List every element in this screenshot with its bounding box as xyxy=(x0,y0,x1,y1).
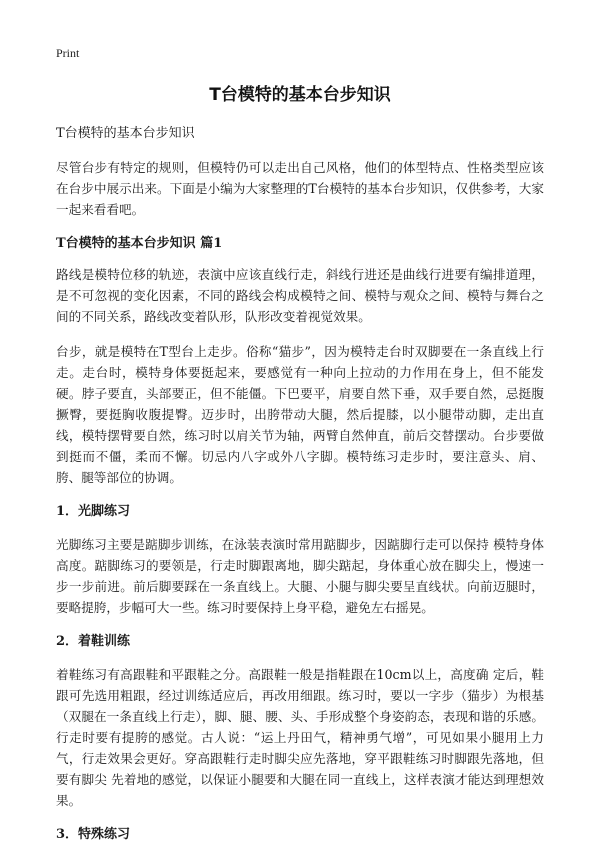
barefoot-paragraph: 光脚练习主要是踮脚步训练，在泳装表演时常用踮脚步，因踮脚行走可以保持 模特身体高度。踮脚练习的要领是，行走时脚跟离地，脚尖踮起，身体重心放在脚尖上，慢速一步一步前进。前后脚要踩在一条直线上。大腿、小腿与脚尖要呈直线状。向前迈腿时，要略提胯，步幅可大一些。练习时要保持上身平稳，避免左右摇晃。 xyxy=(56,537,544,615)
catwalk-paragraph: 台步，就是模特在T型台上走步。俗称“猫步”，因为模特走台时双脚要在一条直线上行走。走台时，模特身体要挺起来，要感觉有一种向上拉动的力作用在身上，但不能发硬。脖子要直，头部要正，但不能僵。下巴要平，肩要自然下垂，双手要自然，忌挺腹撅臀，要挺胸收腹提臀。迈步时，出胯带动大腿，然后提膝，以小腿带动脚，走出直线，模特摆臂要自然，练习时以肩关节为轴，两臂自然伸直，前后交替摆动。台步要做到挺而不僵，柔而不懈。切忌内八字或外八字脚。模特练习走步时，要注意头、肩、胯、腿等部位的协调。 xyxy=(56,344,544,485)
heading-shoes: 2．着鞋训练 xyxy=(56,634,131,649)
intro-paragraph: 尽管台步有特定的规则，但模特仍可以走出自己风格，他们的体型特点、性格类型应该在台步中展示出来。下面是小编为大家整理的T台模特的基本台步知识，仅供参考，大家一起来看看吧。 xyxy=(56,160,544,217)
heading-barefoot: 1．光脚练习 xyxy=(56,504,131,519)
document-title: T台模特的基本台步知识 xyxy=(209,85,391,105)
route-paragraph: 路线是模特位移的轨迹，表演中应该直线行走，斜线行进还是曲线行进要有编排道理，是不可忽视的变化因素，不同的路线会构成模特之间、模特与观众之间、模特与舞台之间的不同关系，路线改变着队形，队形改变着视觉效果。 xyxy=(56,267,544,324)
section-heading: T台模特的基本台步知识 篇1 xyxy=(56,236,223,251)
shoes-paragraph: 着鞋练习有高跟鞋和平跟鞋之分。高跟鞋一般是指鞋跟在10cm以上，高度确 定后，鞋跟可先选用粗跟，经过训练适应后，再改用细跟。练习时，要以一字步（猫步）为根基（双腿在一条直线上行走），脚、腿、腰、头、手形成整个身姿韵态，表现和谐的乐感。行走时要有提胯的感觉。古人说：“运上丹田气，精神勇气增”，可见如果小腿用上力气，行走效果会更好。穿高跟鞋行走时脚尖应先落地，穿平跟鞋练习时脚跟先落地，但要有脚尖 先着地的感觉，以保证小腿要和大腿在同一直线上，这样表演才能达到理想效果。 xyxy=(56,667,544,808)
document-subtitle: T台模特的基本台步知识 xyxy=(56,126,195,141)
heading-special: 3．特殊练习 xyxy=(56,827,131,842)
print-label: Print xyxy=(56,46,80,60)
